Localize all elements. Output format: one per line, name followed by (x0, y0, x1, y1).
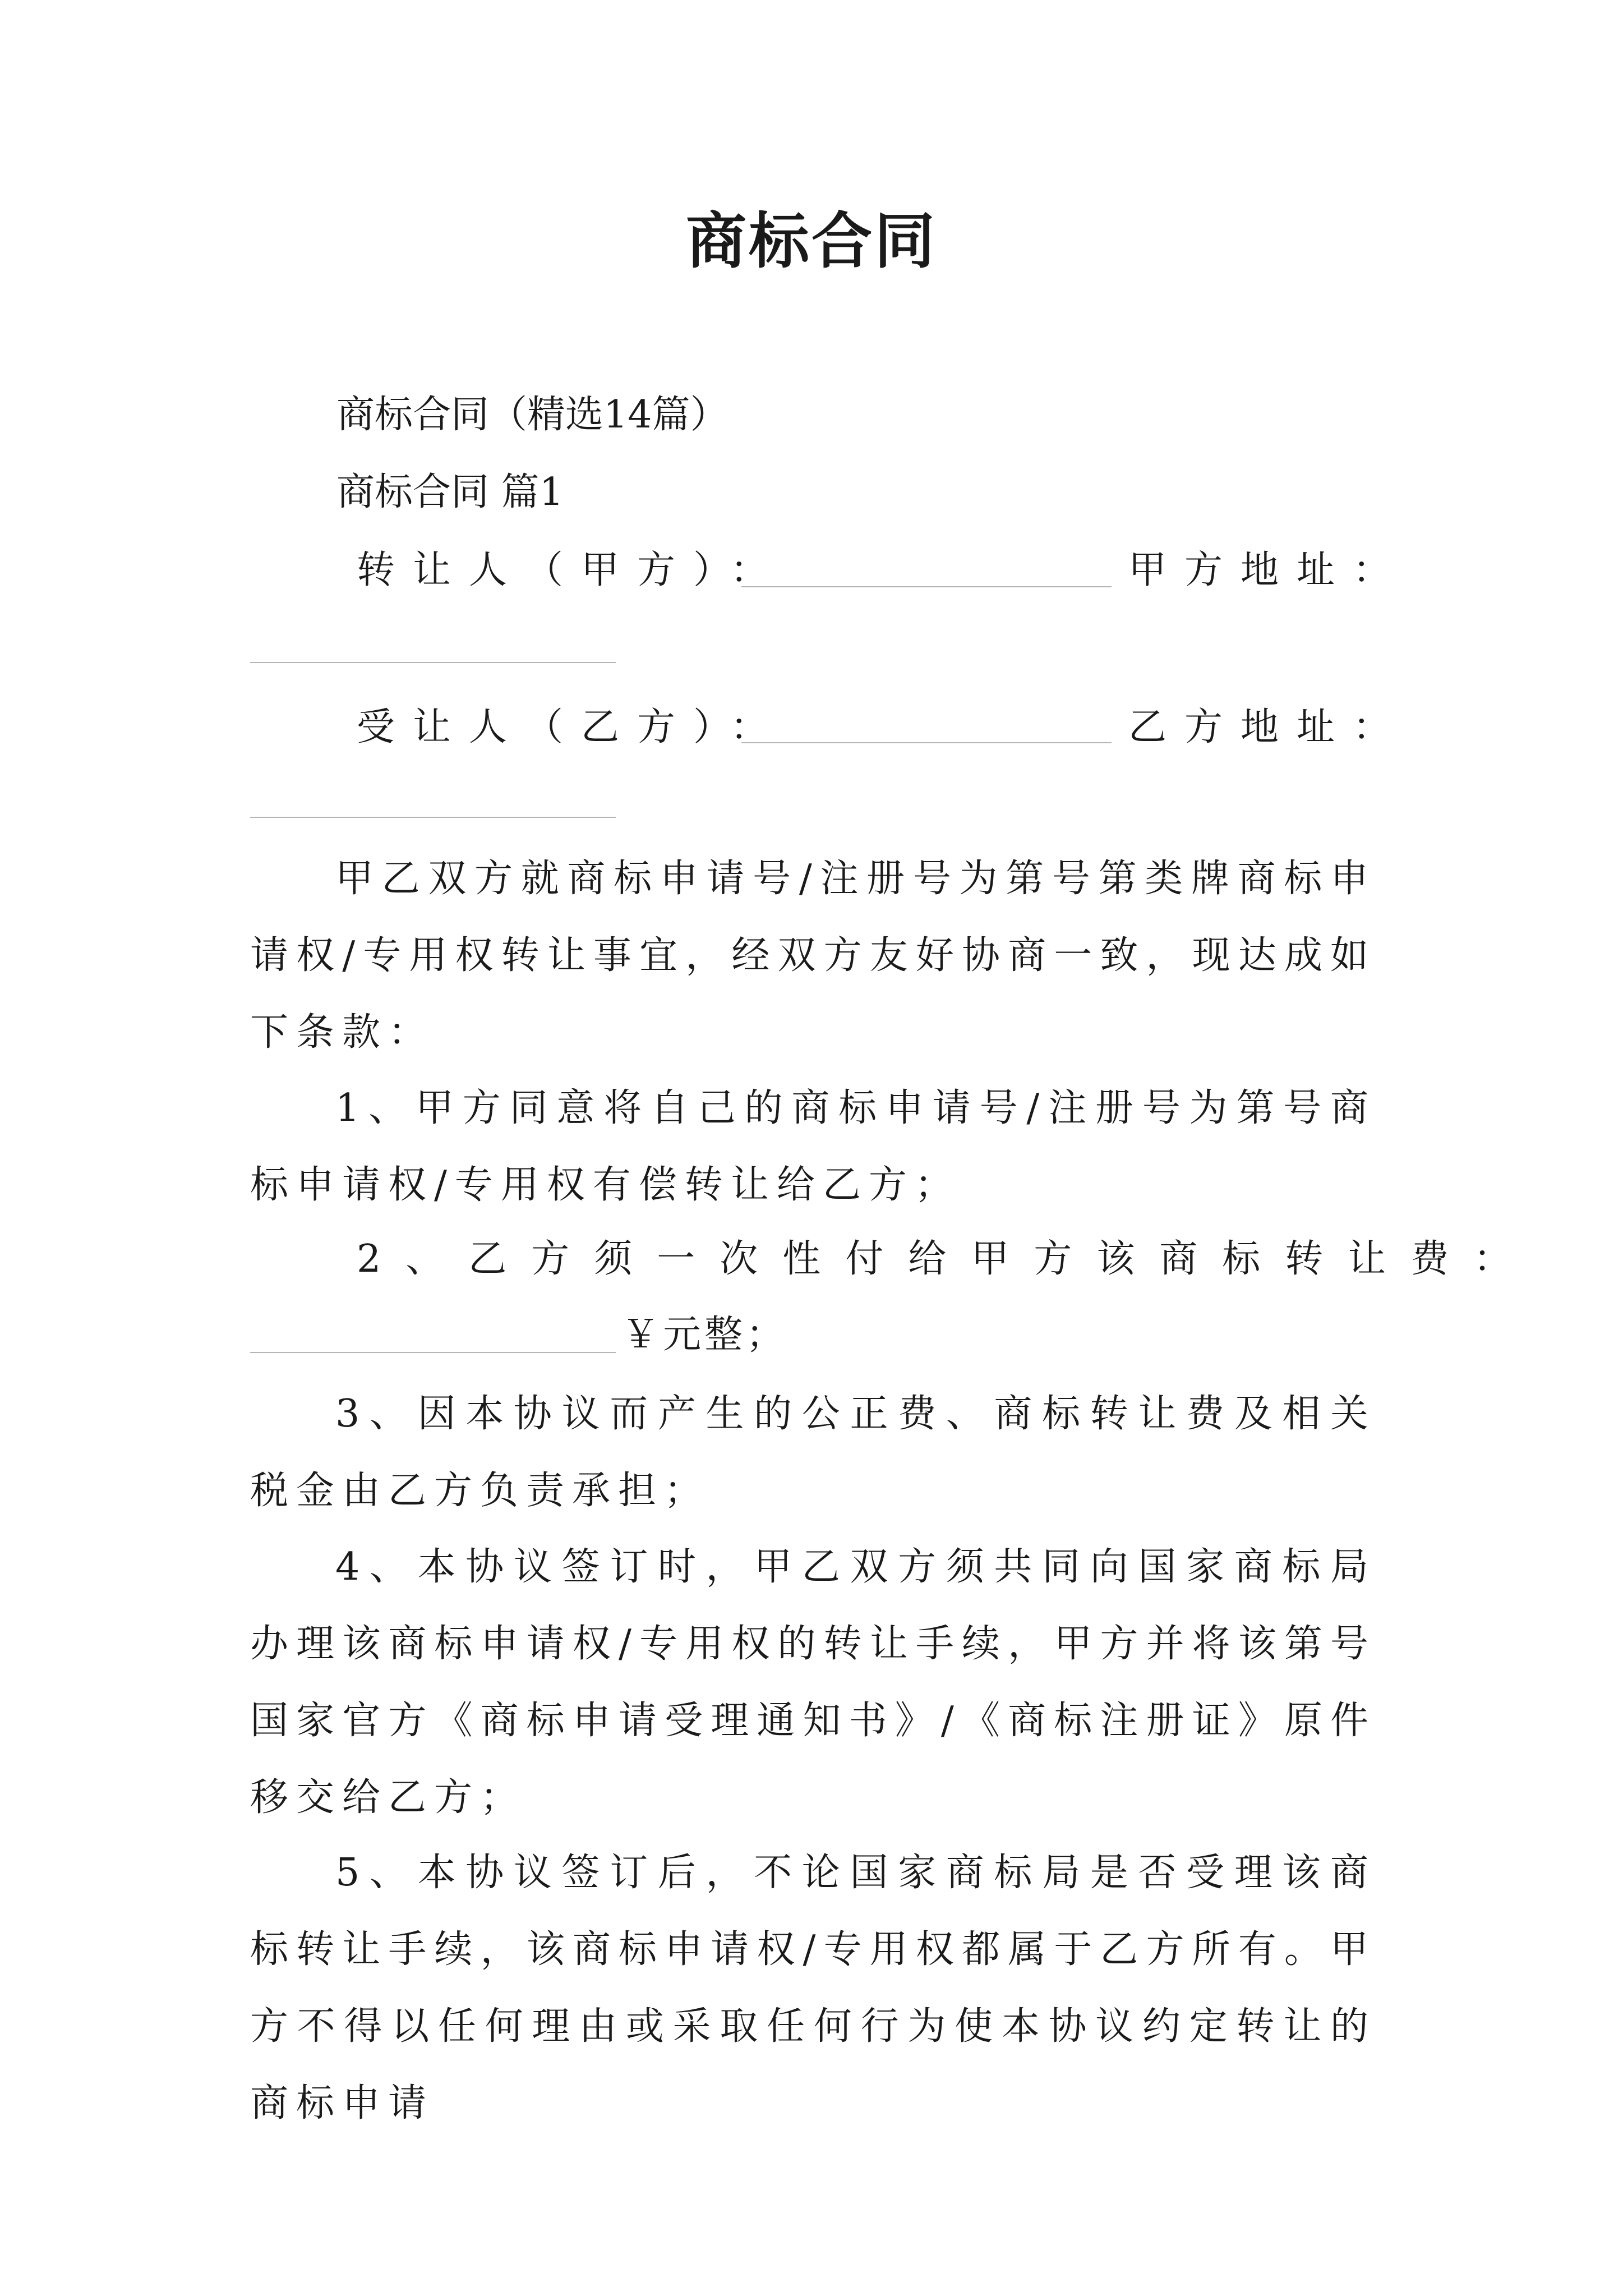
document-subtitle: 商标合同（精选14篇） (336, 393, 728, 437)
clause-1: 1、甲方同意将自己的商标申请号/注册号为第号商标申请权/专用权有偿转让给乙方； (250, 1086, 1376, 1207)
clause-2-fee-blank (250, 1352, 616, 1353)
document-title: 商标合同 (685, 206, 937, 277)
clause-5: 5、本协议签订后，不论国家商标局是否受理该商标转让手续，该商标申请权/专用权都属于乙方所有。甲方不得以任何理由或采取任何行为使本协议约定转让的商标申请 (250, 1851, 1376, 2125)
section-heading: 商标合同 篇1 (336, 470, 564, 514)
transferee-label: 受让人（乙方）： (357, 705, 787, 749)
transferee-blank (741, 742, 1112, 743)
transferor-blank (741, 586, 1112, 587)
transferee-address-label: 乙方地址： (1128, 705, 1409, 749)
transferee-address-blank (250, 817, 616, 818)
transferor-address-label: 甲方地址： (1128, 548, 1409, 592)
clause-3: 3、因本协议而产生的公正费、商标转让费及相关税金由乙方负责承担； (250, 1392, 1376, 1513)
transferor-address-blank (250, 662, 616, 663)
intro-paragraph: 甲乙双方就商标申请号/注册号为第号第类牌商标申请权/专用权转让事宜，经双方友好协商一致，现达成如下条款： (250, 857, 1376, 1055)
clause-2-suffix: ￥元整； (621, 1313, 788, 1357)
clause-2-prefix: 2、乙方须一次性付给甲方该商标转让费： (357, 1237, 1537, 1281)
transferor-label: 转让人（甲方）： (357, 548, 787, 592)
clause-4: 4、本协议签订时，甲乙双方须共同向国家商标局办理该商标申请权/专用权的转让手续，甲方并将该第号国家官方《商标申请受理通知书》/《商标注册证》原件移交给乙方； (250, 1545, 1376, 1820)
